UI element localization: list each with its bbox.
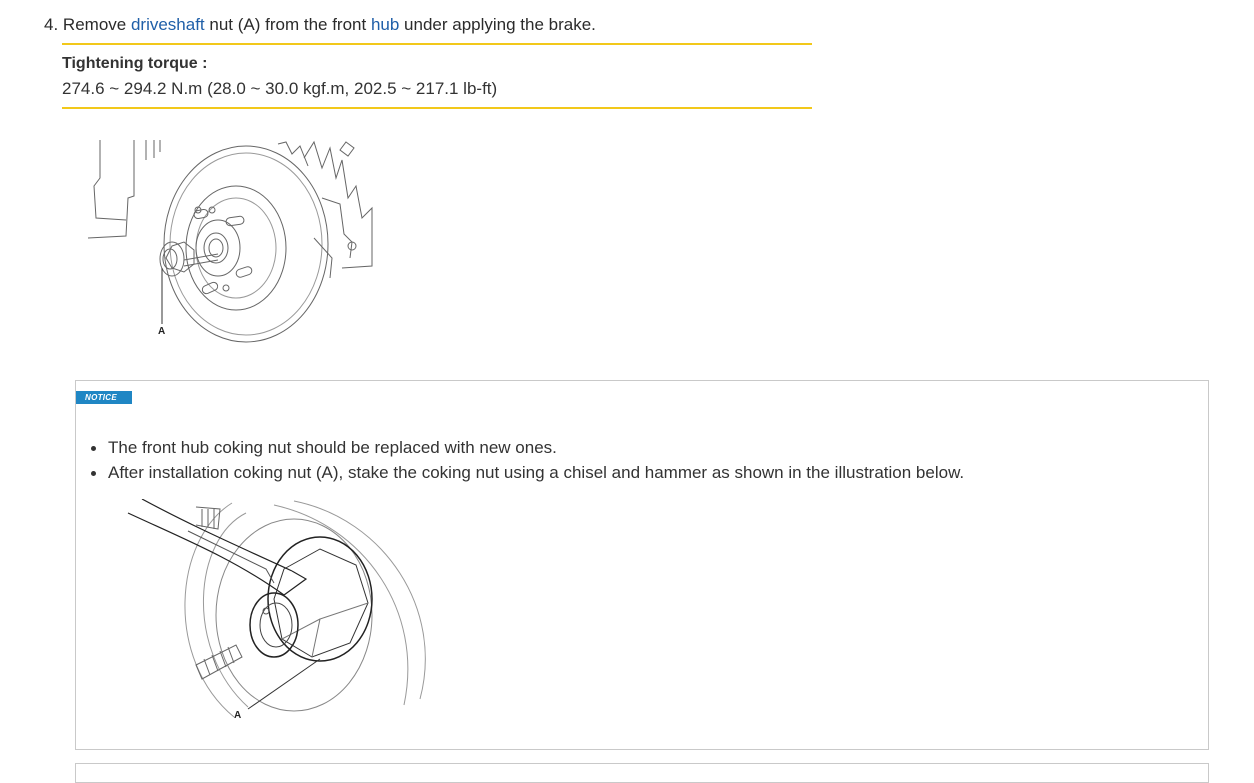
figure1-label: A (158, 326, 166, 337)
torque-spec-box (62, 43, 812, 109)
driveshaft-link[interactable]: driveshaft (130, 15, 205, 34)
hub-link[interactable]: hub (370, 15, 400, 34)
step-text-3: under applying the brake. (399, 15, 596, 34)
chisel-staking-illustration (124, 499, 434, 729)
notice-box (75, 380, 1209, 750)
torque-spec-title: Tightening torque : (62, 55, 208, 72)
step-number: 4. (44, 15, 59, 34)
notice-item-1: The front hub coking nut should be replaced with new ones. (90, 435, 964, 460)
notice-badge: NOTICE (76, 391, 132, 404)
torque-spec-value: 274.6 ~ 294.2 N.m (28.0 ~ 30.0 kgf.m, 202.5 ~ 217.1 lb-ft) (62, 79, 498, 98)
notice-item-2: After installation coking nut (A), stake the coking nut using a chisel and hammer as shown in the illustration below. (90, 460, 964, 485)
step-4 (44, 14, 596, 36)
next-section-box (75, 763, 1209, 783)
notice-list (90, 435, 964, 485)
hub-nut-illustration (86, 138, 376, 348)
step-text-2: nut (A) from the front (204, 15, 371, 34)
step-text-1: Remove (62, 15, 131, 34)
figure2-label: A (234, 710, 242, 721)
